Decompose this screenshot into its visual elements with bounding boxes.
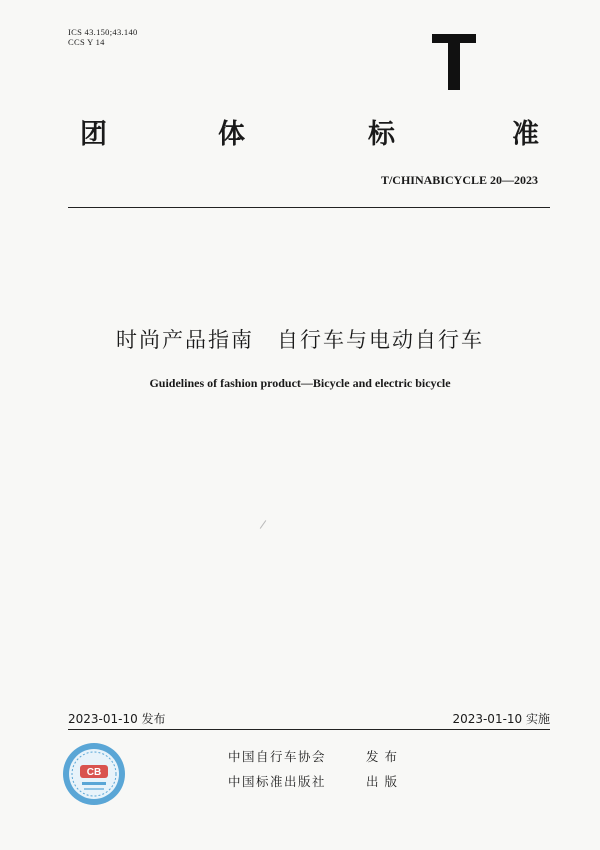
publisher-action: 出版: [366, 774, 404, 789]
issuer-action: 发布: [366, 749, 404, 764]
association-seal-logo: [62, 742, 126, 806]
publisher-organization: 中国标准出版社: [228, 774, 327, 789]
classification-codes: [68, 27, 138, 47]
implementation-date: 2023-01-10 实施: [452, 712, 550, 726]
standard-type-heading: [80, 112, 542, 152]
ccs-code: CCS Y 14: [68, 37, 105, 47]
standard-number: T/CHINABICYCLE 20—2023: [380, 173, 538, 187]
seal-center-text: CB: [86, 767, 102, 778]
standard-type-char: 准: [512, 119, 540, 150]
header-divider: [68, 207, 550, 208]
document-title-english: Guidelines of fashion product—Bicycle and electric bicycle: [149, 376, 451, 390]
standard-type-char: 体: [218, 119, 246, 150]
standard-type-char: 标: [368, 119, 396, 150]
issue-date: 2023-01-10 发布: [68, 712, 166, 726]
ics-code: ICS 43.150;43.140: [68, 27, 138, 37]
footer-divider: [68, 729, 550, 730]
standard-type-char: 团: [80, 119, 108, 150]
document-title-chinese: 时尚产品指南 自行车与电动自行车: [116, 328, 484, 352]
issuer-organization: 中国自行车协会: [228, 749, 327, 764]
scan-artifact: [260, 520, 267, 529]
standard-category-t-mark: [432, 34, 476, 90]
